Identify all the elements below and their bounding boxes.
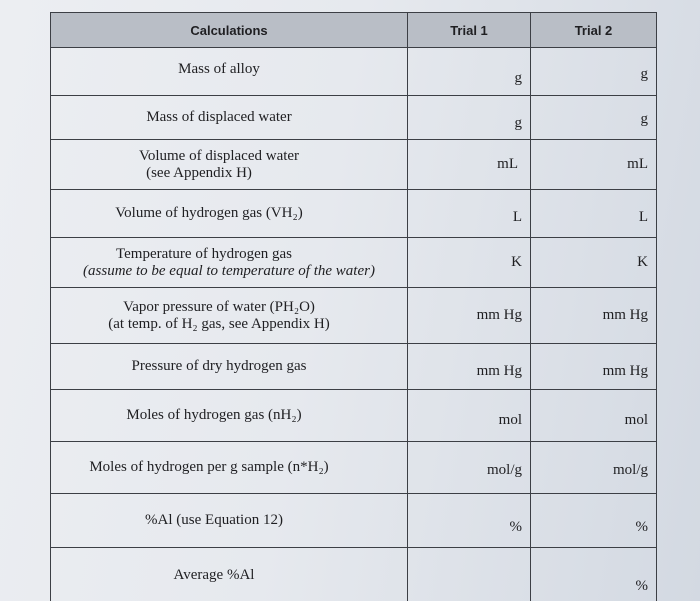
trial-1-cell[interactable] [408,96,531,140]
trial-1-cell [408,548,531,601]
row-label [51,190,408,238]
row-label [51,140,408,190]
unit-label: % [635,578,648,594]
row-label-text: Moles of hydrogen gas (nH₂) [126,407,302,423]
trial-2-cell[interactable] [531,190,657,238]
row-label [51,548,408,601]
row-label [51,48,408,96]
unit-label: mol [624,412,648,428]
unit-label: K [511,254,522,270]
trial-1-cell[interactable] [408,238,531,288]
table-row [51,190,657,238]
row-label-text: Temperature of hydrogen gas [116,245,292,262]
table-row [51,48,657,96]
trial-1-cell[interactable] [408,494,531,548]
table-row [51,390,657,442]
table-row [51,494,657,548]
row-label-text: Moles of hydrogen per g sample (n*H₂) [89,459,329,475]
unit-label: g [640,111,648,127]
row-label-text: Volume of displaced water [138,147,300,164]
trial-1-cell[interactable] [408,288,531,344]
trial-1-cell[interactable] [408,140,531,190]
trial-2-cell[interactable] [531,442,657,494]
row-label [51,344,408,390]
row-label-text: Pressure of dry hydrogen gas [131,358,307,374]
table-row [51,288,657,344]
calculations-table [50,12,657,601]
unit-label: g [514,70,522,86]
unit-label: L [638,209,648,225]
table-row [51,96,657,140]
table-row [51,442,657,494]
trial-2-cell[interactable] [531,48,657,96]
unit-label: K [637,254,648,270]
row-label [51,442,408,494]
unit-label: mol [498,412,522,428]
unit-label: mol/g [486,462,522,478]
row-label-text: %Al (use Equation 12) [145,512,283,528]
row-label-text: Vapor pressure of water (PH₂O) [123,298,315,315]
unit-label: g [514,115,522,131]
table-row [51,344,657,390]
row-label [51,288,408,344]
unit-label: % [635,519,648,535]
unit-label: % [509,519,522,535]
table-row [51,548,657,601]
row-label-note: (at temp. of H₂ gas, see Appendix H) [108,315,330,332]
row-label [51,494,408,548]
trial-2-cell[interactable] [531,140,657,190]
trial-1-cell[interactable] [408,344,531,390]
unit-label: mol/g [612,462,648,478]
trial-1-cell[interactable] [408,442,531,494]
row-label-text: Average %Al [173,567,255,583]
unit-label: mm Hg [602,363,648,379]
table-row [51,140,657,190]
unit-label: mL [627,156,648,172]
row-label [51,390,408,442]
row-label-note: (assume to be equal to temperature of the water) [83,262,375,279]
trial-2-cell[interactable] [531,390,657,442]
row-label-note: (see Appendix H) [146,164,252,181]
unit-label: mm Hg [476,307,522,323]
unit-label: L [512,209,522,225]
calculations-table-wrapper [50,12,656,601]
trial-2-cell[interactable] [531,288,657,344]
trial-2-cell[interactable] [531,344,657,390]
row-label-text: Mass of alloy [178,61,260,77]
header-row [51,13,657,48]
header-trial-1: Trial 1 [408,13,531,48]
table-row [51,238,657,288]
unit-label: mL [497,156,518,172]
trial-2-cell[interactable] [531,548,657,601]
unit-label: mm Hg [476,363,522,379]
trial-1-cell[interactable] [408,48,531,96]
trial-2-cell[interactable] [531,238,657,288]
trial-1-cell[interactable] [408,190,531,238]
row-label-text: Volume of hydrogen gas (VH₂) [115,205,303,221]
unit-label: mm Hg [602,307,648,323]
header-trial-2: Trial 2 [531,13,657,48]
trial-2-cell[interactable] [531,494,657,548]
header-calculations: Calculations [51,13,408,48]
row-label-text: Mass of displaced water [146,109,292,125]
unit-label: g [640,66,648,82]
row-label [51,96,408,140]
row-label [51,238,408,288]
trial-1-cell[interactable] [408,390,531,442]
trial-2-cell[interactable] [531,96,657,140]
